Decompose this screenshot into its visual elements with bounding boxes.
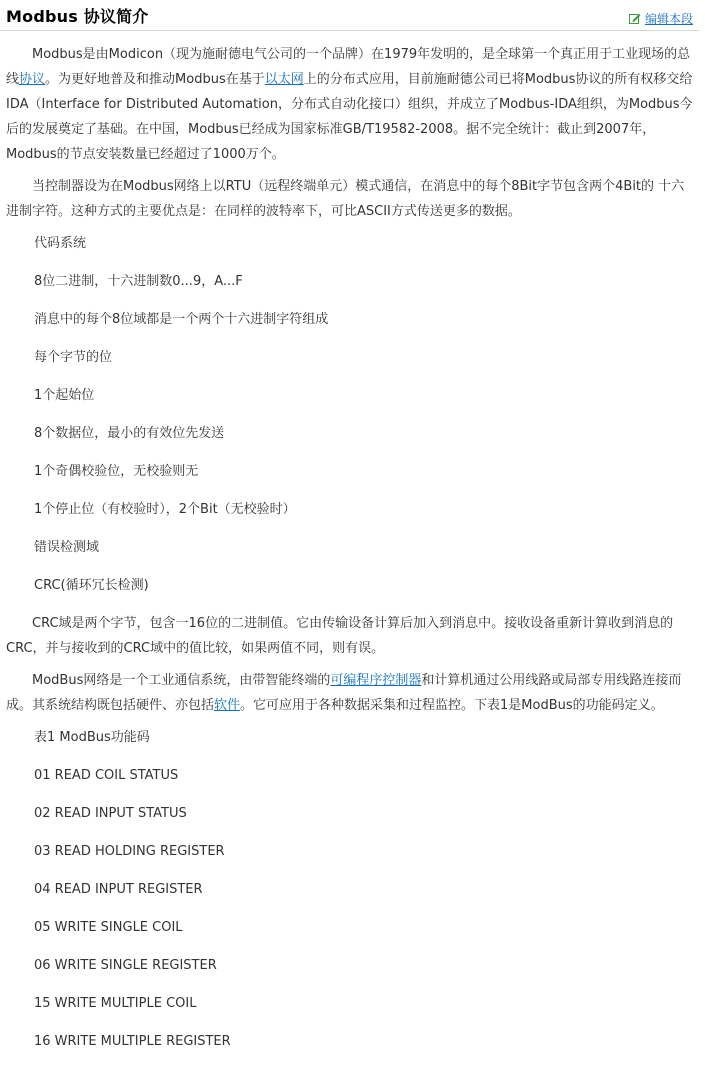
edit-section-label: 编辑本段 [644, 12, 693, 26]
article-content [6, 42, 694, 1067]
rtu-mode-paragraph: 当控制器设为在Modbus网络上以RTU（远程终端单元）模式通信，在消息中的每个8Bit字节包含两个4Bit的 十六进制字符。这种方式的主要优点是：在同样的波特率下，可比ASCII方式传送更多的数据。 [6, 179, 685, 219]
function-code-item: 01 READ COIL STATUS [34, 768, 179, 783]
network-text-3: 。它可应用于各种数据采集和过程监控。下表1是ModBus的功能码定义。 [240, 698, 664, 713]
table-caption: 表1 ModBus功能码 [34, 730, 150, 745]
rtu-list-item: 代码系统 [34, 236, 87, 251]
network-text-2: 和计算机通过公用线路或局部专用线路连接而成。其系统结构既包括硬件、亦包括 [6, 673, 682, 713]
rtu-list-item: 错误检测域 [34, 540, 100, 555]
function-code-item: 04 READ INPUT REGISTER [34, 882, 203, 897]
rtu-list-item: 消息中的每个8位域都是一个两个十六进制字符组成 [34, 312, 329, 327]
rtu-list-item: CRC(循环冗长检测) [34, 578, 149, 593]
section-header [0, 0, 699, 31]
function-code-item: 06 WRITE SINGLE REGISTER [34, 958, 217, 973]
function-code-item: 15 WRITE MULTIPLE COIL [34, 996, 197, 1011]
intro-text-2: 。为更好地普及和推动Modbus在基于 [45, 72, 265, 87]
plc-link[interactable]: 可编程序控制器 [330, 673, 422, 688]
crc-paragraph: CRC域是两个字节，包含一16位的二进制值。它由传输设备计算后加入到消息中。接收设备重新计算收到消息的CRC，并与接收到的CRC域中的值比较，如果两值不同，则有误。 [6, 616, 674, 656]
intro-text-3: 上的分布式应用，目前施耐德公司已将Modbus协议的所有权移交给IDA（Interface for Distributed Automation，分布式自动化接口）组织，并成立了Modbus-IDA组织，为Modbus今后的发展奠定了基础。在中国，Modbus已经成为国家标准GB/T19582-2008。据不完全统计：截止到2007年，Modbus的节点安装数量已经超过了1000万个。 [6, 72, 693, 162]
edit-pencil-icon [629, 13, 641, 24]
rtu-list-item: 8位二进制，十六进制数0...9，A...F [34, 274, 243, 289]
edit-section-link[interactable] [629, 10, 693, 27]
rtu-list-item: 1个停止位（有校验时），2个Bit（无校验时） [34, 502, 296, 517]
network-paragraph [6, 668, 694, 718]
rtu-list-item: 8个数据位，最小的有效位先发送 [34, 426, 225, 441]
rtu-list-item: 1个起始位 [34, 388, 95, 403]
function-code-list [6, 763, 694, 1067]
function-code-item: 16 WRITE MULTIPLE REGISTER [34, 1034, 231, 1049]
rtu-list-item: 1个奇偶校验位，无校验则无 [34, 464, 199, 479]
function-code-item: 05 WRITE SINGLE COIL [34, 920, 183, 935]
intro-paragraph [6, 42, 694, 167]
network-text-1: ModBus网络是一个工业通信系统，由带智能终端的 [32, 673, 331, 688]
intro-text-1: Modbus是由Modicon（现为施耐德电气公司的一个品牌）在1979年发明的，是全球第一个真正用于工业现场的总线 [6, 47, 691, 87]
rtu-feature-list [6, 231, 694, 611]
rtu-list-item: 每个字节的位 [34, 350, 113, 365]
protocol-link[interactable]: 协议 [19, 72, 46, 87]
software-link[interactable]: 软件 [214, 698, 241, 713]
ethernet-link[interactable]: 以太网 [264, 72, 304, 87]
function-code-item: 03 READ HOLDING REGISTER [34, 844, 225, 859]
section-title: Modbus 协议简介 [6, 7, 149, 26]
function-code-item: 02 READ INPUT STATUS [34, 806, 187, 821]
